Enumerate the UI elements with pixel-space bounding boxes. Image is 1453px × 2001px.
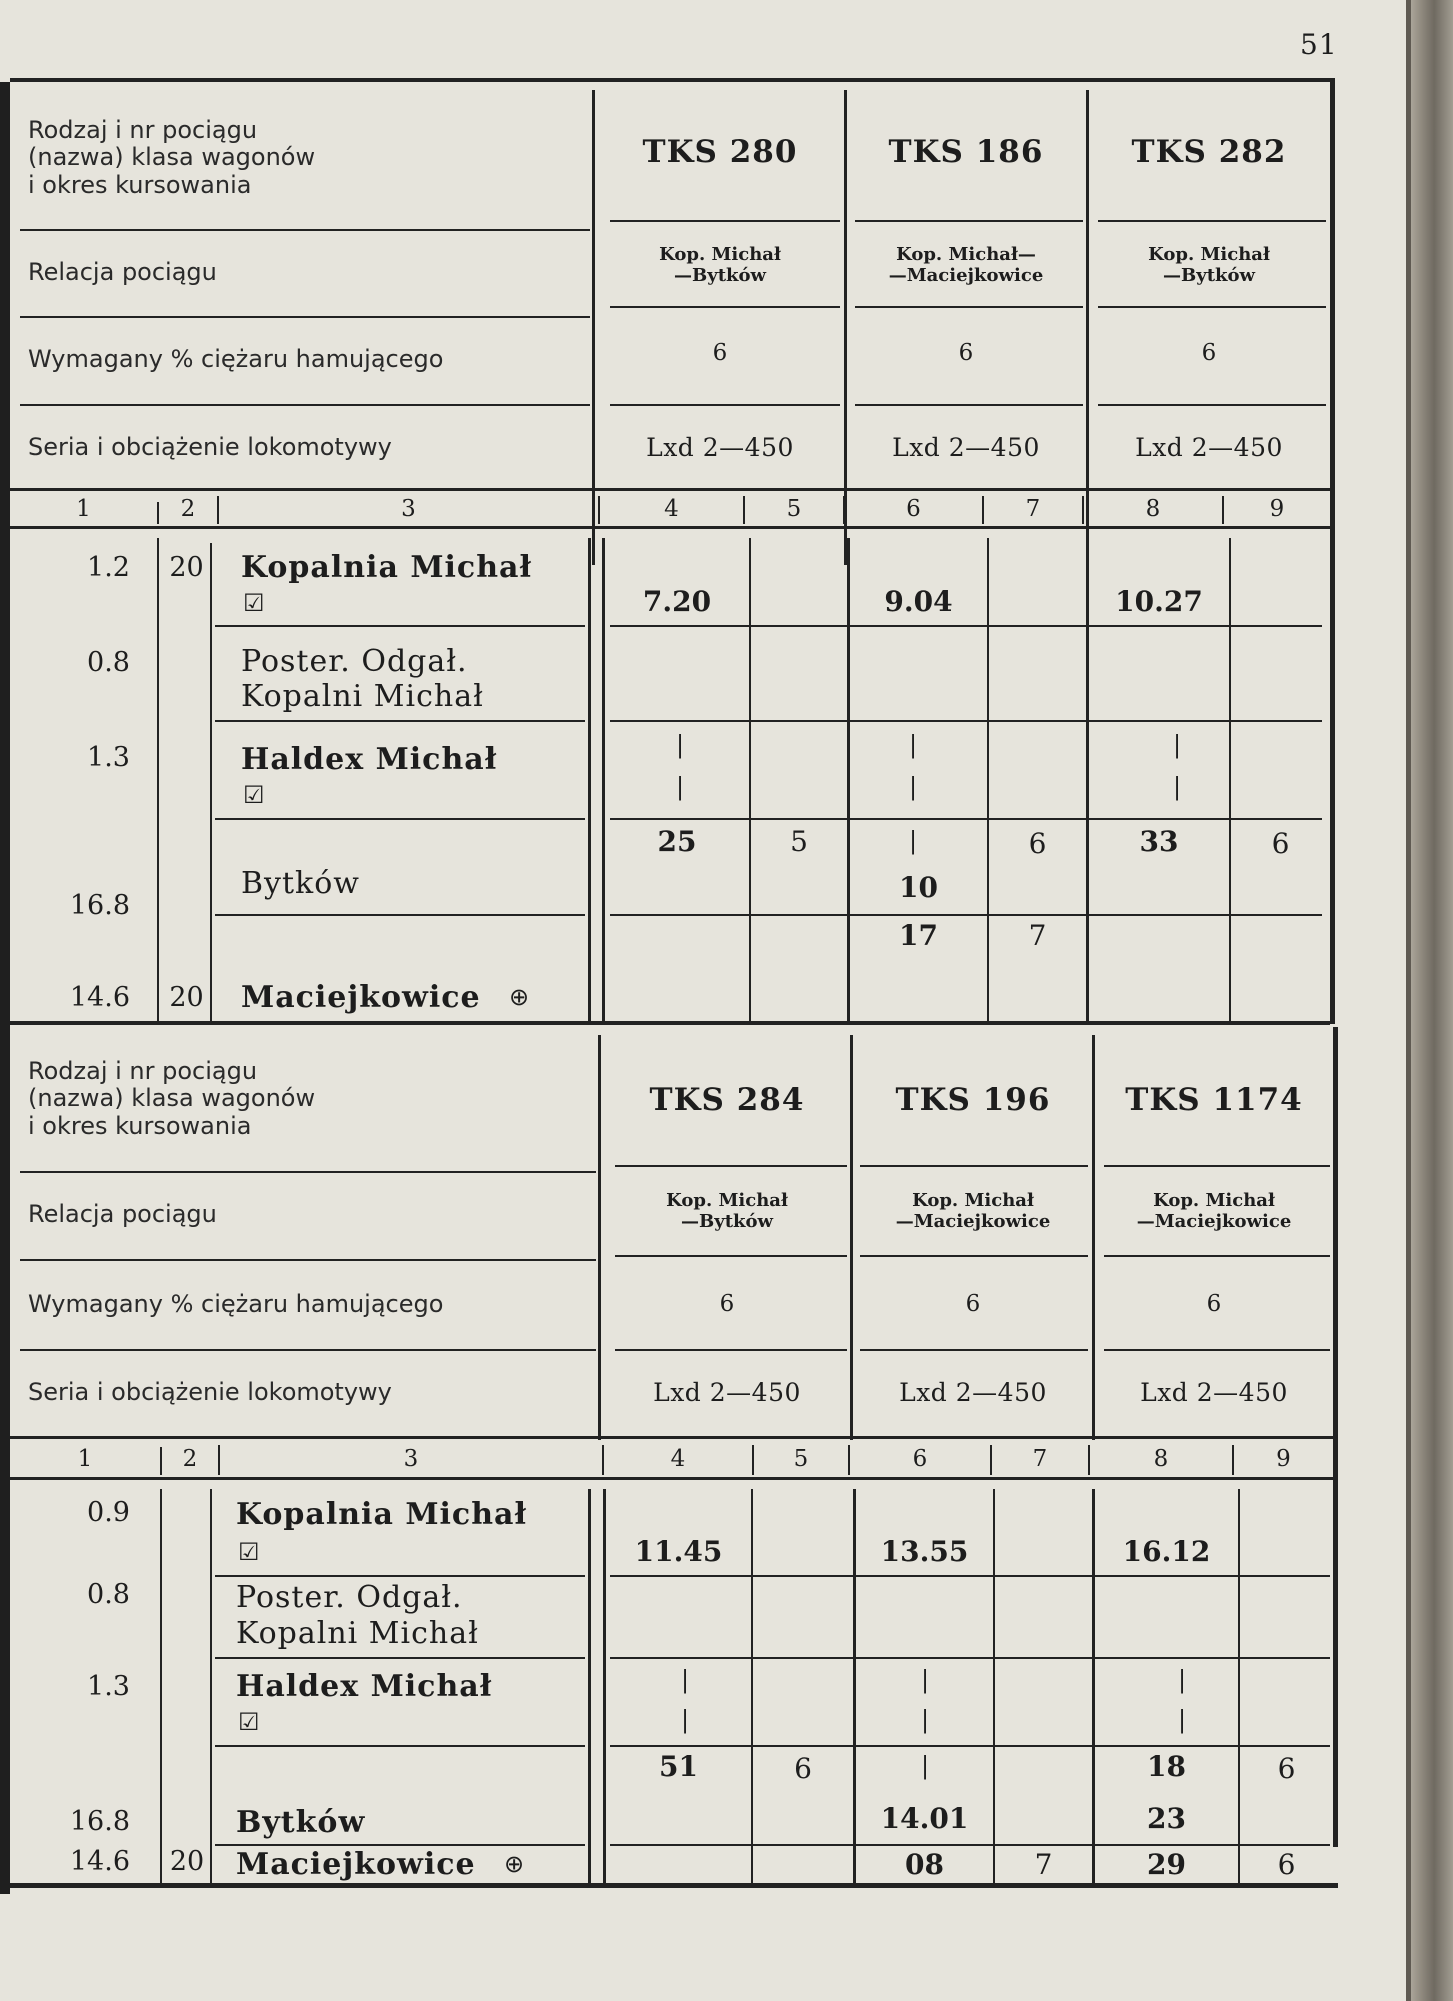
brake-label: Wymagany % ciężaru hamującego bbox=[28, 345, 444, 374]
rule bbox=[588, 1489, 591, 1883]
pass-through-mark: | bbox=[675, 731, 685, 760]
distance-km: 14.6 bbox=[69, 1846, 130, 1878]
rule bbox=[1098, 404, 1326, 406]
rule bbox=[10, 78, 1335, 82]
time-value: 6 bbox=[794, 1751, 812, 1785]
brake-label: Wymagany % ciężaru hamującego bbox=[28, 1290, 444, 1319]
rule bbox=[860, 1349, 1088, 1351]
departure-time: 7.20 bbox=[642, 584, 712, 618]
rule bbox=[860, 1255, 1088, 1257]
station-name: Bytków bbox=[241, 865, 360, 901]
train-name: TKS 282 bbox=[1131, 134, 1287, 171]
rule bbox=[610, 720, 1322, 722]
page-number: 51 bbox=[1300, 28, 1338, 61]
rule bbox=[20, 1259, 596, 1261]
rule bbox=[610, 625, 1322, 627]
train-name: TKS 196 bbox=[895, 1082, 1051, 1119]
rule bbox=[615, 1255, 847, 1257]
station-box-icon: ☑ bbox=[243, 589, 265, 618]
station-name: Haldex Michał bbox=[241, 741, 498, 777]
rule bbox=[1330, 78, 1335, 1024]
rule bbox=[993, 1489, 995, 1883]
distance-km: 1.2 bbox=[87, 552, 130, 584]
rule bbox=[1104, 1165, 1330, 1167]
rule bbox=[610, 404, 840, 406]
distance-km: 16.8 bbox=[69, 890, 130, 922]
rule bbox=[10, 488, 1330, 491]
station-name: Kopalnia Michał bbox=[241, 549, 532, 585]
rule bbox=[215, 818, 585, 820]
train-name: TKS 284 bbox=[649, 1082, 805, 1119]
time-value: 6 bbox=[1271, 826, 1290, 860]
departure-time: 16.12 bbox=[1122, 1534, 1211, 1568]
rule bbox=[749, 538, 751, 1021]
rule bbox=[20, 404, 590, 406]
relation-label: Relacja pociągu bbox=[28, 1200, 217, 1229]
column-number: 8 bbox=[1153, 1445, 1169, 1472]
rule bbox=[751, 1489, 753, 1883]
rule bbox=[210, 1489, 212, 1883]
train-relation: Kop. Michał —Bytków bbox=[659, 244, 781, 286]
column-number: 7 bbox=[1025, 495, 1041, 522]
column-number: 4 bbox=[664, 495, 679, 522]
rule bbox=[1229, 538, 1231, 1021]
distance-km: 16.8 bbox=[69, 1806, 130, 1838]
page-edge bbox=[1406, 0, 1453, 2001]
pass-through-mark: | bbox=[920, 1666, 930, 1695]
rule bbox=[588, 538, 591, 1021]
rule bbox=[160, 1489, 162, 1883]
pass-through-mark: | bbox=[1172, 773, 1182, 802]
pass-through-mark: | bbox=[1172, 731, 1182, 760]
station-name: Poster. Odgał. bbox=[241, 643, 468, 679]
rule bbox=[10, 1021, 1330, 1025]
time-value: 7 bbox=[1028, 918, 1047, 952]
distance-km: 1.3 bbox=[87, 1671, 130, 1703]
rule bbox=[610, 220, 840, 222]
departure-time: 11.45 bbox=[634, 1534, 723, 1568]
rule bbox=[615, 1165, 847, 1167]
time-value: 10 bbox=[899, 870, 938, 904]
column-number: 6 bbox=[906, 495, 921, 522]
time-value: 23 bbox=[1147, 1801, 1186, 1835]
distance-km: 1.3 bbox=[87, 742, 130, 774]
train-brake: 6 bbox=[1201, 339, 1217, 366]
rule bbox=[10, 1477, 1333, 1480]
column-number: 2 bbox=[182, 1445, 198, 1472]
train-name: TKS 186 bbox=[888, 134, 1044, 171]
rule bbox=[1104, 1349, 1330, 1351]
station-name: Haldex Michał bbox=[236, 1668, 493, 1704]
rule bbox=[20, 229, 590, 231]
train-brake: 6 bbox=[712, 339, 728, 366]
column-number: 4 bbox=[670, 1445, 686, 1472]
rule bbox=[850, 1035, 853, 1440]
pass-through-mark: | bbox=[680, 1666, 690, 1695]
station-name: Maciejkowice bbox=[236, 1846, 476, 1882]
distance-km: 0.8 bbox=[87, 647, 130, 679]
column-number: 8 bbox=[1145, 495, 1161, 522]
rule bbox=[157, 538, 159, 1021]
pass-through-mark: | bbox=[908, 773, 918, 802]
loco-label: Seria i obciążenie lokomotywy bbox=[28, 1378, 392, 1407]
rule bbox=[215, 625, 585, 627]
rule bbox=[1098, 306, 1326, 308]
distance-km: 0.8 bbox=[87, 1579, 130, 1611]
rule bbox=[610, 818, 1322, 820]
rule bbox=[210, 543, 212, 1021]
station-name: Kopalni Michał bbox=[241, 678, 484, 714]
train-loco: Lxd 2—450 bbox=[892, 432, 1040, 462]
column-number: 5 bbox=[786, 495, 802, 522]
station-name: Poster. Odgał. bbox=[236, 1579, 463, 1615]
distance-km: 0.9 bbox=[87, 1497, 130, 1529]
time-value: 33 bbox=[1139, 824, 1179, 858]
rule bbox=[10, 526, 1330, 529]
rule bbox=[215, 1745, 585, 1747]
relation-label: Relacja pociągu bbox=[28, 258, 217, 287]
column-number: 2 bbox=[180, 495, 196, 522]
pass-through-mark: | bbox=[680, 1706, 690, 1735]
rule bbox=[610, 306, 840, 308]
rule bbox=[1333, 1027, 1338, 1847]
time-value: 6 bbox=[1277, 1847, 1296, 1881]
station-box-icon: ☑ bbox=[238, 1708, 260, 1737]
distance-km: 14.6 bbox=[69, 982, 130, 1014]
junction-icon: ⊕ bbox=[508, 983, 530, 1012]
junction-icon: ⊕ bbox=[503, 1850, 525, 1879]
rule bbox=[215, 914, 585, 916]
station-name: Bytków bbox=[236, 1804, 366, 1840]
pass-through-mark: | bbox=[1177, 1666, 1187, 1695]
rule bbox=[215, 1657, 585, 1659]
loco-label: Seria i obciążenie lokomotywy bbox=[28, 433, 392, 462]
train-relation: Kop. Michał— —Maciejkowice bbox=[888, 244, 1044, 286]
time-value: 7 bbox=[1034, 1847, 1053, 1881]
rule bbox=[855, 404, 1083, 406]
rule bbox=[615, 1349, 847, 1351]
pass-through-mark: | bbox=[675, 773, 685, 802]
rule bbox=[20, 1171, 596, 1173]
rule bbox=[1092, 1035, 1095, 1440]
station-box-icon: ☑ bbox=[243, 781, 265, 810]
rule bbox=[855, 306, 1083, 308]
train-loco: Lxd 2—450 bbox=[1135, 432, 1283, 462]
time-value: 51 bbox=[659, 1749, 698, 1783]
pass-through-mark: | bbox=[1177, 1706, 1187, 1735]
time-value: 17 bbox=[899, 918, 938, 952]
departure-time: 10.27 bbox=[1115, 584, 1203, 618]
train-name: TKS 1174 bbox=[1125, 1082, 1303, 1119]
time-value: 18 bbox=[1147, 1749, 1186, 1783]
column-number: 1 bbox=[77, 1445, 93, 1472]
station-name: Kopalni Michał bbox=[236, 1615, 479, 1651]
column-number: 3 bbox=[403, 1445, 419, 1472]
gradient: 20 bbox=[169, 1846, 205, 1878]
time-value: 6 bbox=[1028, 826, 1047, 860]
rule bbox=[610, 1575, 1330, 1577]
train-brake: 6 bbox=[719, 1290, 735, 1317]
train-brake: 6 bbox=[1206, 1290, 1222, 1317]
column-number: 3 bbox=[401, 495, 416, 522]
timetable-block-2 bbox=[10, 1027, 1335, 1887]
pass-through-mark: | bbox=[920, 1752, 930, 1781]
rule bbox=[215, 720, 585, 722]
train-name: TKS 280 bbox=[642, 134, 798, 171]
time-value: 29 bbox=[1147, 1847, 1186, 1881]
column-number: 5 bbox=[793, 1445, 809, 1472]
train-relation: Kop. Michał —Bytków bbox=[1148, 244, 1270, 286]
train-brake: 6 bbox=[965, 1290, 981, 1317]
rule bbox=[860, 1165, 1088, 1167]
left-rule bbox=[0, 82, 10, 1894]
timetable-block-1 bbox=[10, 78, 1335, 1024]
column-number: 9 bbox=[1269, 495, 1285, 522]
gradient: 20 bbox=[169, 552, 204, 584]
time-value: 14.01 bbox=[880, 1801, 969, 1835]
column-number: 9 bbox=[1276, 1445, 1291, 1472]
pass-through-mark: | bbox=[908, 827, 918, 856]
rule bbox=[610, 1657, 1330, 1659]
time-value: 6 bbox=[1277, 1751, 1296, 1785]
departure-time: 13.55 bbox=[880, 1534, 969, 1568]
rule bbox=[855, 220, 1083, 222]
rule bbox=[20, 1349, 596, 1351]
pass-through-mark: | bbox=[908, 731, 918, 760]
train-type-label: Rodzaj i nr pociągu (nazwa) klasa wagonów i okres kursowania bbox=[28, 115, 316, 199]
train-type-label: Rodzaj i nr pociągu (nazwa) klasa wagonów i okres kursowania bbox=[28, 1056, 316, 1140]
station-box-icon: ☑ bbox=[238, 1538, 260, 1567]
column-number: 6 bbox=[912, 1445, 928, 1472]
station-name: Maciejkowice bbox=[241, 979, 481, 1015]
rule bbox=[215, 1575, 585, 1577]
train-loco: Lxd 2—450 bbox=[1140, 1377, 1288, 1407]
time-value: 5 bbox=[790, 824, 808, 858]
train-loco: Lxd 2—450 bbox=[899, 1377, 1047, 1407]
rule bbox=[1104, 1255, 1330, 1257]
column-number: 7 bbox=[1032, 1445, 1048, 1472]
rule bbox=[20, 316, 590, 318]
train-loco: Lxd 2—450 bbox=[646, 432, 794, 462]
time-value: 08 bbox=[905, 1847, 944, 1881]
rule bbox=[10, 1436, 1333, 1439]
column-number: 1 bbox=[76, 495, 91, 522]
train-relation: Kop. Michał —Bytków bbox=[666, 1190, 788, 1232]
rule bbox=[1238, 1489, 1240, 1883]
rule bbox=[1098, 220, 1326, 222]
train-relation: Kop. Michał —Maciejkowice bbox=[1136, 1190, 1292, 1232]
station-name: Kopalnia Michał bbox=[236, 1496, 527, 1532]
time-value: 25 bbox=[657, 824, 697, 858]
train-loco: Lxd 2—450 bbox=[653, 1377, 801, 1407]
train-brake: 6 bbox=[958, 339, 974, 366]
gradient: 20 bbox=[169, 982, 204, 1014]
rule bbox=[598, 1035, 601, 1440]
pass-through-mark: | bbox=[920, 1706, 930, 1735]
train-relation: Kop. Michał —Maciejkowice bbox=[895, 1190, 1051, 1232]
departure-time: 9.04 bbox=[884, 584, 953, 618]
